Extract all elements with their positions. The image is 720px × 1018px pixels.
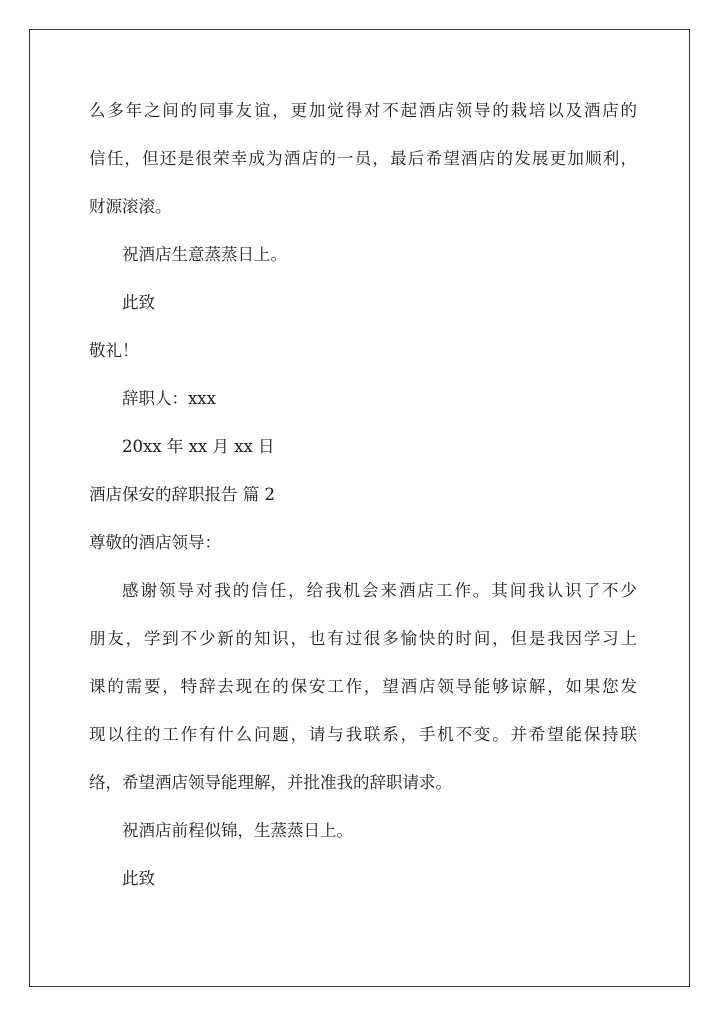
- signature-line: 辞职人：xxx: [122, 389, 216, 408]
- text-line: 信任，但还是很荣幸成为酒店的一员，最后希望酒店的发展更加顺利，: [89, 149, 637, 168]
- greeting-line: 尊敬的酒店领导：: [89, 533, 221, 552]
- text-line: 么多年之间的同事友谊，更加觉得对不起酒店领导的栽培以及酒店的: [89, 101, 637, 120]
- closing-salutation: 此致: [122, 869, 155, 888]
- blessing-line: 祝酒店前程似锦，生蒸蒸日上。: [122, 821, 353, 840]
- closing-salutation: 此致: [122, 293, 155, 312]
- text-line: 络，希望酒店领导能理解，并批准我的辞职请求。: [89, 773, 452, 792]
- closing-regards: 敬礼！: [89, 341, 139, 360]
- text-line: 感谢领导对我的信任，给我机会来酒店工作。其间我认识了不少: [122, 581, 637, 600]
- text-line: 课的需要，特辞去现在的保安工作，望酒店领导能够谅解，如果您发: [89, 677, 637, 696]
- section-title: 酒店保安的辞职报告 篇 2: [89, 485, 275, 504]
- text-line: 现以往的工作有什么问题，请与我联系，手机不变。并希望能保持联: [89, 725, 637, 744]
- text-line: 财源滚滚。: [89, 197, 172, 216]
- document-body: [89, 92, 637, 908]
- blessing-line: 祝酒店生意蒸蒸日上。: [122, 245, 287, 264]
- text-line: 朋友，学到不少新的知识，也有过很多愉快的时间，但是我因学习上: [89, 629, 637, 648]
- date-line: 20xx 年 xx 月 xx 日: [122, 437, 275, 456]
